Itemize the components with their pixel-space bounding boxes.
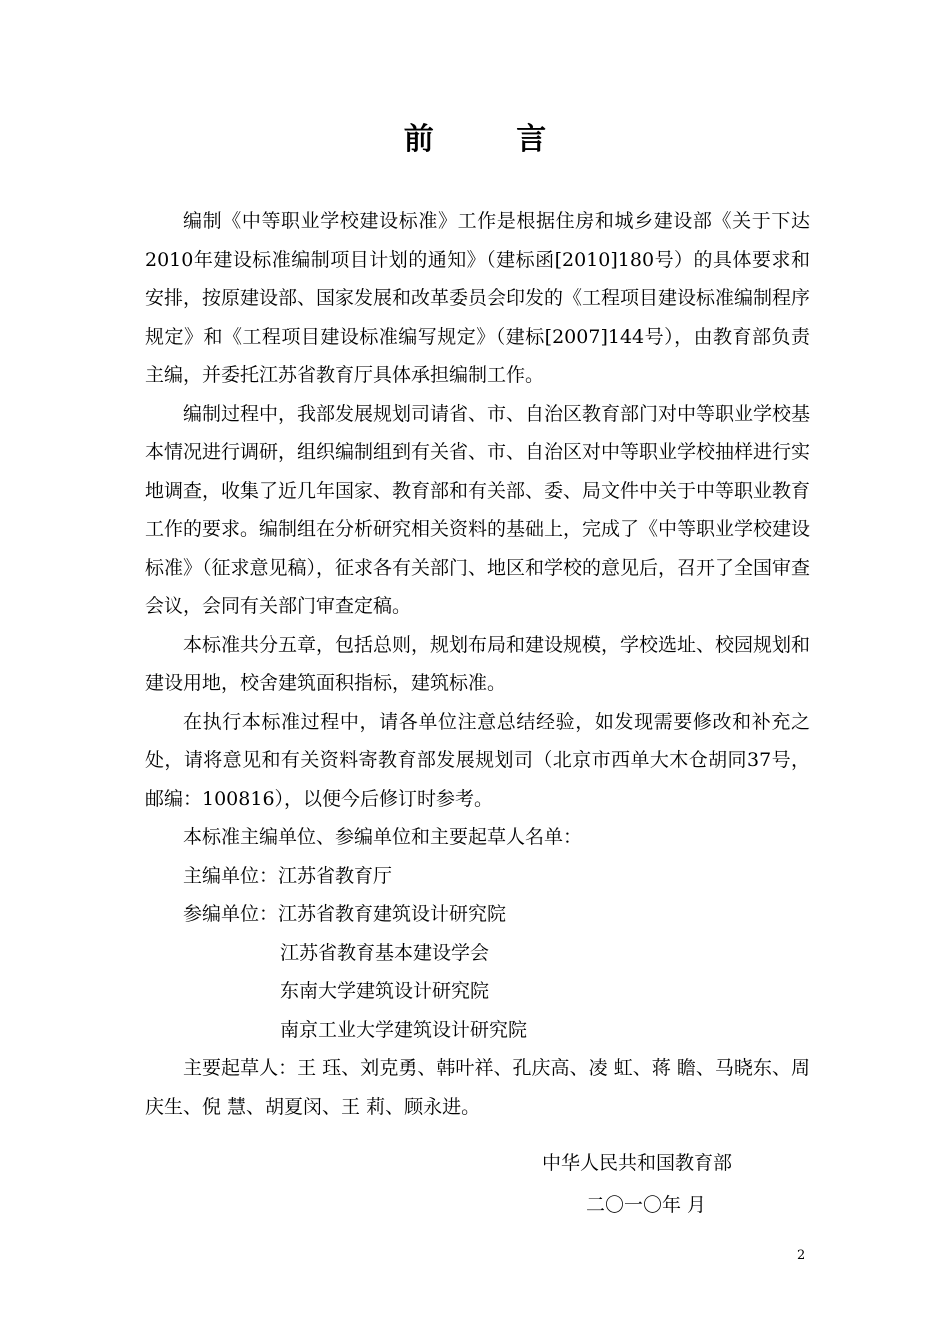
page-title: 前 言 [403,122,583,157]
chief-unit: 主编单位：江苏省教育厅 [183,864,393,887]
page-number: 2 [797,1248,806,1263]
signature-block [542,1142,732,1226]
preface-body [145,202,810,1126]
participating-unit: 南京工业大学建筑设计研究院 [280,1018,528,1041]
units-intro: 本标准主编单位、参编单位和主要起草人名单： [183,826,583,848]
signature-org: 中华人民共和国教育部 [542,1152,733,1174]
paragraph-2: 编制过程中，我部发展规划司请省、市、自治区教育部门对中等职业学校基本情况进行调研，组织编制组到有关省、市、自治区对中等职业学校抽样进行实地调查，收集了近几年国家、教育部和有关部、委、局文件中关于中等职业教育工作的要求。编制组在分析研究相关资料的基础上，完成了《中等职业学校建设标准》（征求意见稿），征求各有关部门、地区和学校的意见后，召开了全国审查会议，会同有关部门审查定稿。 [145,402,811,617]
participating-unit: 东南大学建筑设计研究院 [280,980,490,1002]
paragraph-4: 在执行本标准过程中，请各单位注意总结经验，如发现需要修改和补充之处，请将意见和有关资料寄教育部发展规划司（北京市西单大木仓胡同37号，邮编：100816），以便今后修订时参考。 [145,710,810,810]
signature-date: 二〇一〇年 月 [586,1194,707,1216]
participating-unit-first: 参编单位：江苏省教育建筑设计研究院 [183,903,507,925]
participating-unit: 江苏省教育基本建设学会 [280,941,490,964]
drafters-list: 主要起草人：王 珏、刘克勇、韩叶祥、孔庆高、凌 虹、蒋 瞻、马晓东、周庆生、倪 慧、胡夏闵、王 莉、顾永进。 [145,1057,810,1118]
paragraph-1: 编制《中等职业学校建设标准》工作是根据住房和城乡建设部《关于下达2010年建设标准编制项目计划的通知》（建标函[2010]180号）的具体要求和安排，按原建设部、国家发展和改革委员会印发的《工程项目建设标准编制程序规定》和《工程项目建设标准编写规定》（建标[2007]144号），由教育部负责主编，并委托江苏省教育厅具体承担编制工作。 [145,210,811,386]
paragraph-3: 本标准共分五章，包括总则，规划布局和建设规模，学校选址、校园规划和建设用地，校舍建筑面积指标，建筑标准。 [145,633,811,694]
